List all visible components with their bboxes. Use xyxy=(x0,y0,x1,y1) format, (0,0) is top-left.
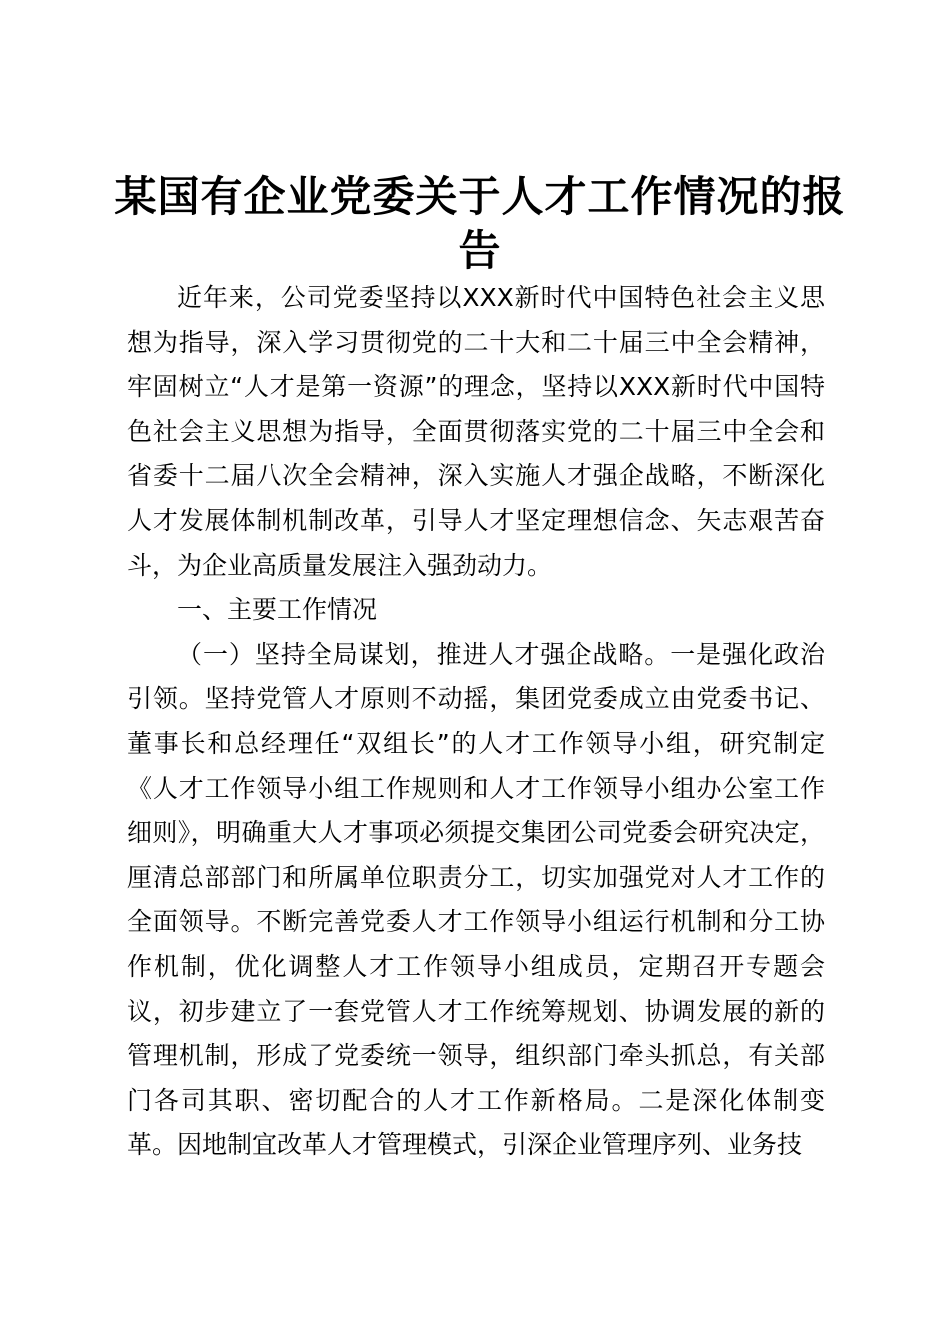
section-heading: 一、主要工作情况 xyxy=(177,595,378,625)
document-title: 某国有企业党委关于人才工作情况的报告 xyxy=(114,172,846,275)
intro-paragraph: 近年来，公司党委坚持以XXX新时代中国特色社会主义思想为指导，深入学习贯彻党的二十大和二十届三中全会精神，牢固树立“人才是第一资源”的理念，坚持以XXX新时代中国特色社会主义思想为指导，全面贯彻落实党的二十届三中全会和省委十二届八次全会精神，深入实施人才强企战略，不断深化人才发展体制机制改革，引导人才坚定理想信念、矢志艰苦奋斗，为企业高质量发展注入强劲动力。 xyxy=(127,283,825,580)
section-paragraph: （一）坚持全局谋划，推进人才强企战略。一是强化政治引领。坚持党管人才原则不动摇，集团党委成立由党委书记、董事长和总经理任“双组长”的人才工作领导小组，研究制定《人才工作领导小组工作规则和人才工作领导小组办公室工作细则》，明确重大人才事项必须提交集团公司党委会研究决定，厘清总部部门和所属单位职责分工，切实加强党对人才工作的全面领导。不断完善党委人才工作领导小组运行机制和分工协作机制，优化调整人才工作领导小组成员，定期召开专题会议，初步建立了一套党管人才工作统筹规划、协调发展的新的管理机制，形成了党委统一领导，组织部门牵头抓总，有关部门各司其职、密切配合的人才工作新格局。二是深化体制变革。因地制宜改革人才管理模式，引深企业管理序列、业务技 xyxy=(127,639,825,1160)
document-body xyxy=(127,276,825,1168)
